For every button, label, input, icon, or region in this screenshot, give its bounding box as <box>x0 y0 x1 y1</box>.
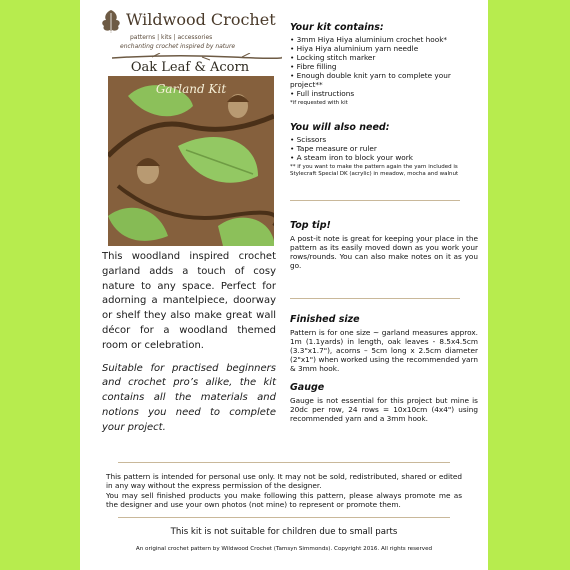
safety-warning: This kit is not suitable for children due to small parts <box>170 527 398 537</box>
brand-name: Wildwood Crochet <box>126 10 276 29</box>
list-item: • Tape measure or ruler <box>290 144 478 153</box>
divider <box>290 298 460 299</box>
gauge-text: Gauge is not essential for this project but mine is 20dc per row, 24 rows = 10x10cm (4x4") using recommended yarn and a 3mm hook. <box>290 396 478 423</box>
oak-leaf-icon <box>98 8 124 34</box>
photo-caption: Garland Kit <box>155 82 227 96</box>
intro-paragraph-2: Suitable for practised beginners and crochet pro’s alike, the kit contains all the materials and notions you need to complete your project. <box>102 362 276 433</box>
copyright-credit: An original crochet pattern by Wildwood Crochet (Tamsyn Simmonds). Copyright 2016. All rights reserved <box>135 546 433 552</box>
top-tip-section <box>290 220 478 270</box>
gauge-section <box>290 382 478 423</box>
top-tip-heading: Top tip! <box>290 220 331 231</box>
brand-tagline: patterns | kits | accessories <box>130 34 213 41</box>
also-need-section <box>290 122 478 178</box>
list-item: • Enough double knit yarn to complete your project** <box>290 71 478 89</box>
list-item: • 3mm Hiya Hiya aluminium crochet hook* <box>290 35 478 44</box>
product-photo <box>108 76 274 246</box>
divider <box>118 517 450 518</box>
pattern-page <box>80 0 488 570</box>
gauge-heading: Gauge <box>290 382 325 393</box>
brand-logo <box>98 6 278 62</box>
list-item: • Scissors <box>290 135 478 144</box>
finished-size-section <box>290 314 478 373</box>
kit-note: *if requested with kit <box>290 100 348 106</box>
intro-text <box>102 250 276 444</box>
legal-line-1: This pattern is intended for personal use only. It may not be sold, redistributed, shared or edited in any way without the express permission of the designer. <box>106 472 462 491</box>
finished-size-heading: Finished size <box>290 314 360 325</box>
legal-line-2: You may sell finished products you make following this pattern, please always promote me as the designer and use your own photos (not mine) to represent or promote them. <box>106 490 462 510</box>
product-title: Oak Leaf & Acorn <box>130 60 250 75</box>
kit-contains-heading: Your kit contains: <box>290 22 384 33</box>
yarn-note: ** if you want to make the pattern again the yarn included is Stylecraft Special DK (acrylic) in meadow, mocha and walnut <box>290 164 459 177</box>
garland-illustration <box>108 76 274 246</box>
list-item: • Full instructions <box>290 89 478 98</box>
list-item: • Fibre filling <box>290 62 478 71</box>
divider <box>290 200 460 201</box>
brand-subtitle: enchanting crochet inspired by nature <box>120 43 236 50</box>
finished-size-text: Pattern is for one size ~ garland measures approx. 1m (1.1yards) in length, oak leaves - 8.5x4.5cm (3.3"x1.7"), acorns – 5cm long x 2.5cm diameter (2"x1") when worked using the recommended yarn & 3mm hook. <box>290 328 478 373</box>
intro-paragraph-1: This woodland inspired crochet garland adds a touch of cosy nature to any space. Perfect for adorning a mantelpiece, doorway or shelf they also make great wall décor for a woodland themed room or celebration. <box>102 251 276 351</box>
top-tip-text: A post-it note is great for keeping your place in the pattern as its easily moved down as you work your rows/rounds. You can also make notes on it as you go. <box>290 234 478 270</box>
list-item: • A steam iron to block your work <box>290 153 478 162</box>
legal-notice <box>106 472 462 510</box>
kit-contains-list <box>290 35 478 98</box>
also-need-list <box>290 135 478 162</box>
list-item: • Locking stitch marker <box>290 53 478 62</box>
kit-contains-section <box>290 22 478 107</box>
also-need-heading: You will also need: <box>290 122 390 133</box>
list-item: • Hiya Hiya aluminium yarn needle <box>290 44 478 53</box>
divider <box>118 462 450 463</box>
